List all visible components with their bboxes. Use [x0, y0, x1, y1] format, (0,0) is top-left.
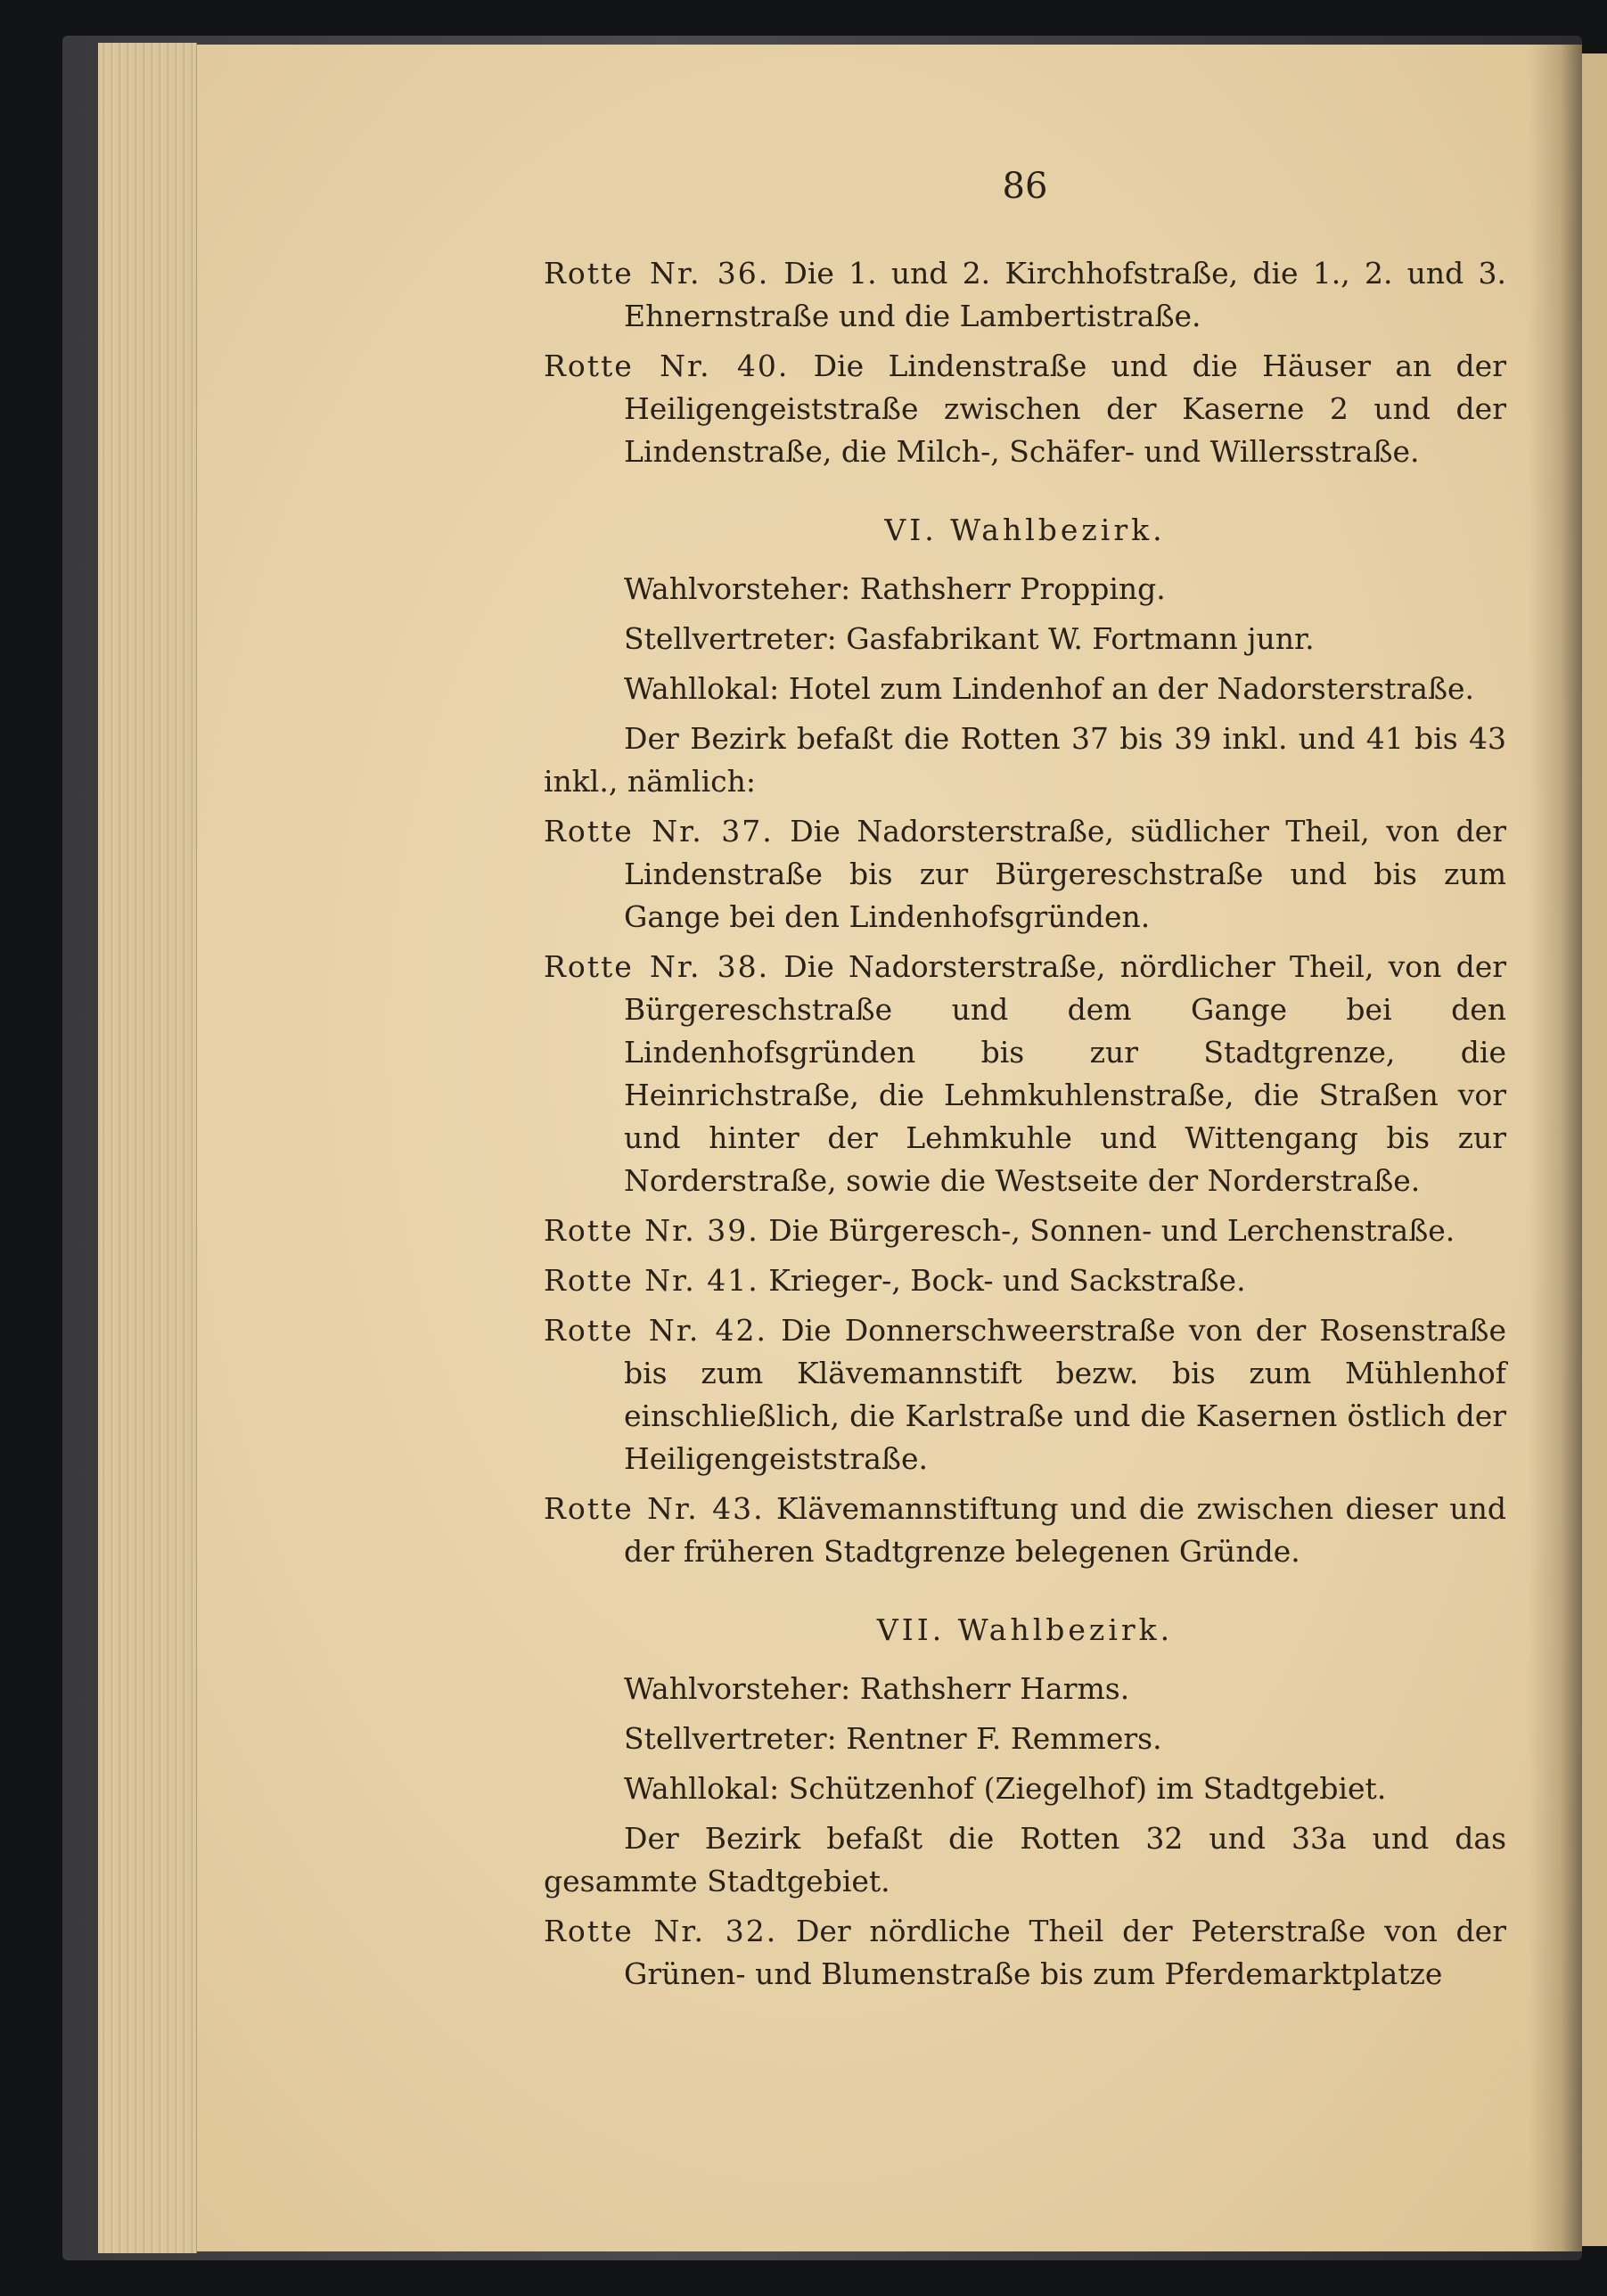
rotte-label: Rotte Nr. 39. [544, 1213, 759, 1248]
rotte-label: Rotte Nr. 43. [544, 1491, 765, 1526]
rotte-entry [544, 345, 1506, 473]
rotte-entry [544, 252, 1506, 338]
rotte-description: Die Nadorsterstraße, nördlicher Theil, von der Bürgereschstraße und dem Gange bei den Lindenhofsgründen bis zur Stadtgrenze, die Heinrichstraße, die Lehmkuhlenstraße, die Straßen vor und hinter der Lehmkuhle und Wittengang bis zur Norderstraße, sowie die Westseite der Norderstraße. [624, 949, 1506, 1198]
page-text [544, 165, 1506, 2003]
rotte-entry [544, 1309, 1506, 1480]
district-info-line: Wahlvorsteher: Rathsherr Harms. [624, 1671, 1130, 1706]
district-info-line: Stellvertreter: Gasfabrikant W. Fortmann junr. [624, 621, 1315, 656]
page-stack-edges [98, 43, 197, 2253]
rotte-description: Die 1. und 2. Kirchhofstraße, die 1., 2. und 3. Ehnernstraße und die Lambertistraße. [624, 256, 1506, 333]
rotte-entry [544, 810, 1506, 939]
rotte-label: Rotte Nr. 32. [544, 1914, 778, 1948]
page-number: 86 [1002, 166, 1048, 207]
district-heading: VI. Wahlbezirk. [884, 512, 1166, 547]
district-heading: VII. Wahlbezirk. [876, 1612, 1174, 1647]
rotte-entry [544, 1210, 1506, 1252]
rotte-label: Rotte Nr. 38. [544, 949, 770, 984]
rotte-description: Die Nadorsterstraße, südlicher Theil, von der Lindenstraße bis zur Bürgereschstraße und bis zum Gange bei den Lindenhofsgründen. [624, 814, 1506, 934]
rotte-label: Rotte Nr. 37. [544, 814, 774, 849]
district-info-line: Wahllokal: Hotel zum Lindenhof an der Nadorsterstraße. [624, 671, 1475, 706]
rotte-entry [544, 1488, 1506, 1573]
rotte-description: Die Donnerschweerstraße von der Rosenstraße bis zum Klävemannstift bezw. bis zum Mühlenhof einschließlich, die Karlstraße und die Kasernen östlich der Heiligengeiststraße. [624, 1313, 1506, 1476]
rotte-description: Die Lindenstraße und die Häuser an der Heiligengeiststraße zwischen der Kaserne 2 und der Lindenstraße, die Milch-, Schäfer- und Willersstraße. [624, 348, 1506, 469]
rotte-entry [544, 1259, 1506, 1302]
rotte-description: Die Bürgeresch-, Sonnen- und Lerchenstraße. [758, 1213, 1455, 1248]
rotte-label: Rotte Nr. 36. [544, 256, 770, 291]
district-info-line: Wahllokal: Schützenhof (Ziegelhof) im Stadtgebiet. [624, 1771, 1387, 1806]
page-content [544, 252, 1506, 1996]
district-paragraph: Der Bezirk befaßt die Rotten 37 bis 39 inkl. und 41 bis 43 inkl., nämlich: [544, 721, 1506, 799]
district-paragraph: Der Bezirk befaßt die Rotten 32 und 33a und das gesammte Stadtgebiet. [544, 1821, 1506, 1898]
rotte-description: Klävemannstiftung und die zwischen dieser und der früheren Stadtgrenze belegenen Gründe. [624, 1491, 1506, 1569]
page-gutter-shadow [1529, 45, 1582, 2251]
rotte-entry [544, 1910, 1506, 1996]
rotte-label: Rotte Nr. 40. [544, 348, 790, 383]
rotte-entry [544, 946, 1506, 1202]
next-page-edge [1582, 53, 1607, 2246]
rotte-label: Rotte Nr. 42. [544, 1313, 767, 1348]
rotte-label: Rotte Nr. 41. [544, 1263, 759, 1298]
district-info-line: Wahlvorsteher: Rathsherr Propping. [624, 571, 1166, 606]
district-info-line: Stellvertreter: Rentner F. Remmers. [624, 1721, 1162, 1756]
rotte-description: Krieger-, Bock- und Sackstraße. [758, 1263, 1246, 1298]
rotte-description: Der nördliche Theil der Peterstraße von der Grünen- und Blumenstraße bis zum Pferdemarktplatze [624, 1914, 1506, 1991]
